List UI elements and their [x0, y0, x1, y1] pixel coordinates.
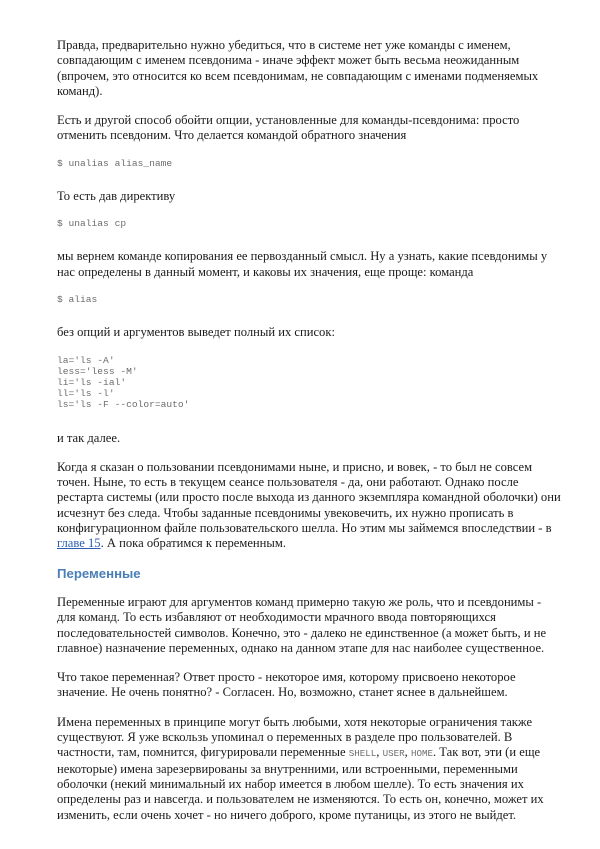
alias-list-output	[57, 355, 562, 411]
code-sample-alias: $ alias	[57, 294, 98, 306]
paragraph-text: Когда я сказан о пользовании псевдонимами ныне, и присно, и вовек, - то был не совсем точен. Ныне, то есть в текущем сеансе пользователя - да, они работают. Однако после рестарта системы (или просто после выхода из данного экземпляра командной оболочки) они исчезнут без следа. Чтобы заданные псевдонимы увековечить, их нужно прописать в конфигурационном файле пользовательского шелла. Но этим мы займемся впоследствии - в	[57, 459, 561, 536]
paragraph	[57, 460, 562, 552]
separator: ,	[376, 745, 383, 760]
paragraph: Переменные играют для аргументов команд примерно такую же роль, что и псевдонимы - для команд. То есть избавляют от необходимости мрачного ввода повторяющихся последовательностей символов. Конечно, это - далеко не единственное (а может быть, и не главное) назначение переменных, однако на данном этапе для нас наиболее существенное.	[57, 594, 547, 655]
variable-name: SHELL	[348, 748, 377, 760]
paragraph-text: Имена переменных в принципе могут быть любыми, хотя некоторые ограничения также существуют. Я уже вскользь упоминал о переменных в разделе про пользователей. В частности, там, помнится, фигурировали переменные	[57, 714, 533, 760]
paragraph	[57, 715, 562, 823]
paragraph: Правда, предварительно нужно убедиться, что в системе нет уже команды с именем, совпадающим с именем псевдонима - иначе эффект может быть весьма неожиданным (впрочем, это относится ко всем псевдонимам, не совпадающим с именами подменяемых команд).	[57, 38, 539, 98]
paragraph: мы вернем команде копирования ее первозданный смысл. Ну а узнать, какие псевдонимы у нас определены в данный момент, и каковы их значения, еще проще: команда	[57, 249, 548, 279]
code-sample-unalias-cp: $ unalias cp	[57, 218, 127, 230]
paragraph-text: . Так вот, эти (и еще некоторые) имена зарезервированы за внутренними, или встроенными, переменными оболочки (некий минимальный их набор имеется в любом шелле). То есть значения их определены раз и навсегда. и пользователем не изменяются. То есть он, конечно, может их изменить, если очень хочет - но ничего доброго, кроме путаницы, из этого не выйдет.	[57, 745, 544, 822]
alias-line: li='ls -ial'	[57, 376, 127, 388]
alias-line: la='ls -A'	[57, 354, 115, 366]
paragraph: Есть и другой способ обойти опции, установленные для команды-псевдонима: просто отменить псевдоним. Что делается командой обратного значения	[57, 113, 520, 143]
variable-name: USER	[382, 748, 405, 760]
document-page	[57, 38, 562, 837]
paragraph: без опций и аргументов выведет полный их список:	[57, 325, 335, 340]
paragraph: То есть дав директиву	[57, 188, 176, 203]
variable-name: HOME	[410, 748, 433, 760]
paragraph-text: . А пока обратимся к переменным.	[100, 536, 286, 551]
alias-line: less='less -M'	[57, 365, 138, 377]
alias-line: ls='ls -F --color=auto'	[57, 399, 190, 411]
alias-line: ll='ls -l'	[57, 388, 115, 400]
chapter-15-link[interactable]: главе 15	[57, 536, 101, 551]
paragraph: Что такое переменная? Ответ просто - некоторое имя, которому присвоено некоторое значение. Не очень понятно? - Согласен. Но, возможно, станет яснее в дальнейшем.	[57, 670, 516, 700]
code-sample-unalias-name: $ unalias alias_name	[57, 157, 173, 169]
paragraph: и так далее.	[57, 430, 121, 445]
separator: ,	[404, 745, 411, 760]
section-heading: Переменные	[57, 565, 141, 581]
